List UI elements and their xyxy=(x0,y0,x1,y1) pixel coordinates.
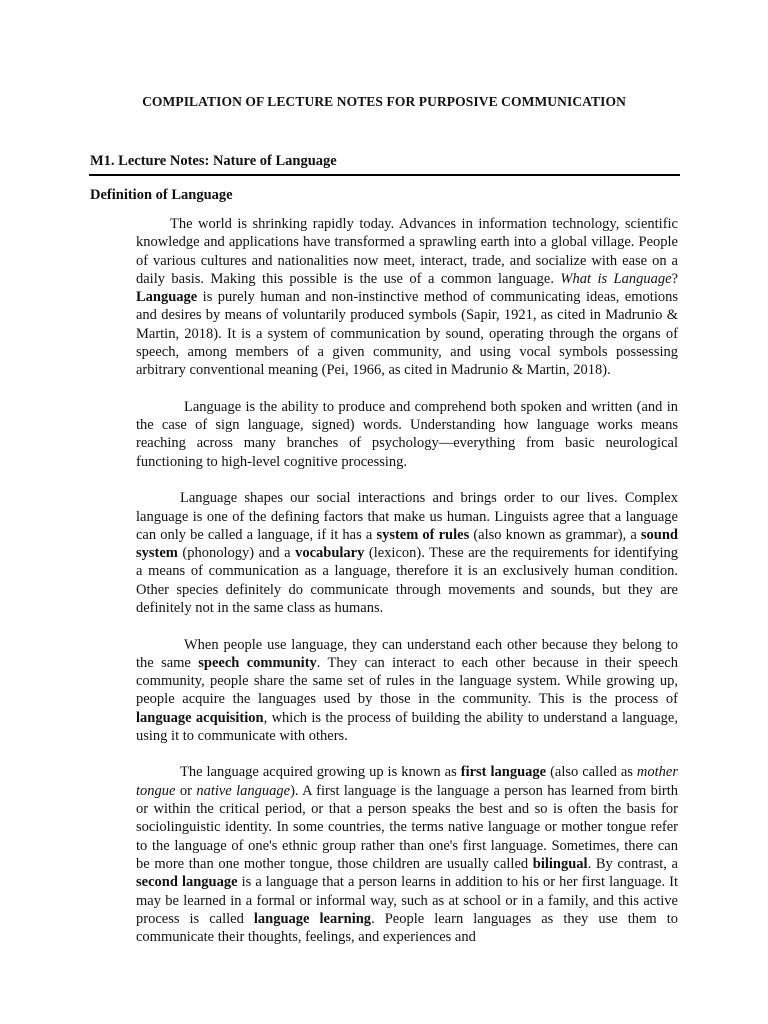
text-run: is a language that a person learns in addition to his or her first language. It may be learned in a formal or informal way, such as at school or in a family, and this active process is called xyxy=(136,874,678,927)
body-text xyxy=(136,215,678,946)
section-heading: Definition of Language xyxy=(90,187,233,203)
bold-term: language acquisition xyxy=(136,709,264,726)
paragraph-4 xyxy=(136,636,678,746)
bold-term: speech community xyxy=(198,654,317,671)
paragraph-5 xyxy=(136,763,678,946)
text-run: . People learn languages as they use them to communicate their thoughts, feelings, and experiences and xyxy=(136,910,678,946)
text-run: , which is the process of building the ability to understand a language, using it to communicate with others. xyxy=(136,709,678,744)
bold-term: bilingual xyxy=(532,855,588,872)
title-divider xyxy=(89,174,680,176)
bold-term: second language xyxy=(136,874,238,891)
module-title: M1. Lecture Notes: Nature of Language xyxy=(90,153,337,169)
text-run: (also known as grammar), a xyxy=(469,526,641,543)
bold-term: Language xyxy=(136,289,198,306)
paragraph-3 xyxy=(136,489,678,617)
italic-term: mother tongue xyxy=(136,764,678,799)
bold-term: language learning xyxy=(253,910,372,927)
italic-term: What is Language xyxy=(560,270,672,287)
text-run: (also called as xyxy=(546,764,637,781)
text-run: or xyxy=(175,782,197,799)
paragraph-1 xyxy=(136,215,678,380)
italic-term: native language xyxy=(196,782,291,799)
text-run: ). A first language is the language a person has learned from birth or within the critical period, or that a person speaks the best and so is often the basis for sociolinguistic identity. In some countries, the terms native language or mother tongue refer to the language of one's ethnic group rather than one's first language. Sometimes, there can be more than one mother tongue, those children are usually called xyxy=(136,782,678,872)
text-run: The world is shrinking rapidly today. Advances in information technology, scientific knowledge and applications have transformed a sprawling earth into a global village. People of various cultures and nationalities now meet, interact, trade, and socialize with ease on a daily basis. Making this possible is the use of a common language. xyxy=(136,216,678,287)
text-run: . They can interact to each other because in their speech community, people share the same set of rules in the language system. While growing up, people acquire the languages used by those in the community. This is the process of xyxy=(136,654,678,708)
bold-term: system of rules xyxy=(376,526,470,543)
document-title: COMPILATION OF LECTURE NOTES FOR PURPOSIVE COMMUNICATION xyxy=(142,94,626,109)
text-run: Language shapes our social interactions and brings order to our lives. Complex language is one of the defining factors that make us human. Linguists agree that a language can only be called a language, if it has a xyxy=(136,490,678,543)
paragraph-2 xyxy=(136,398,678,471)
text-run: . By contrast, a xyxy=(587,855,678,872)
text-run: When people use language, they can understand each other because they belong to the same xyxy=(136,636,678,671)
bold-term: first language xyxy=(460,764,547,781)
text-run: is purely human and non-instinctive method of communicating ideas, emotions and desires by means of voluntarily produced symbols (Sapir, 1921, as cited in Madrunio & Martin, 2018). It is a system of communication by sound, operating through the organs of speech, among members of a given community, and using vocal symbols possessing arbitrary conventional meaning (Pei, 1966, as cited in Madrunio & Martin, 2018). xyxy=(136,289,678,379)
bold-term: sound system xyxy=(136,526,678,562)
text-run: (lexicon). These are the requirements for identifying a means of communication as a language, therefore it is an exclusively human condition. Other species definitely do communicate through movements and sounds, but they are definitely not in the same class as humans. xyxy=(136,545,678,617)
text-run: The language acquired growing up is known as xyxy=(180,764,461,781)
bold-term: vocabulary xyxy=(295,545,365,562)
text-run: ? xyxy=(671,270,678,287)
text-run: Language is the ability to produce and comprehend both spoken and written (and in the case of sign language, signed) words. Understanding how language works means reaching across many branches of psychology—everything from basic neurological functioning to high-level cognitive processing. xyxy=(136,398,678,470)
text-run: (phonology) and a xyxy=(177,545,296,562)
